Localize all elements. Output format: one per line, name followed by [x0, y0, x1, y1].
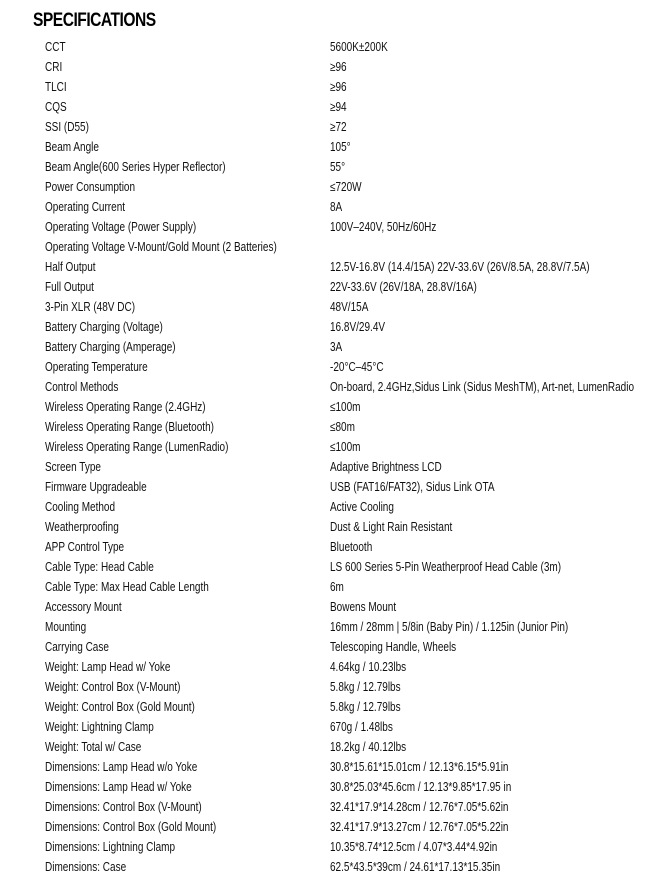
spec-value: 32.41*17.9*13.27cm / 12.76*7.05*5.22in	[330, 820, 509, 834]
spec-label: Cooling Method	[45, 500, 116, 514]
spec-row	[0, 377, 666, 397]
spec-label: Firmware Upgradeable	[45, 480, 147, 494]
spec-label: Dimensions: Case	[45, 860, 127, 874]
spec-value: Telescoping Handle, Wheels	[330, 640, 457, 654]
spec-value: 55°	[330, 160, 346, 174]
spec-row	[0, 517, 666, 537]
spec-value: 18.2kg / 40.12lbs	[330, 740, 407, 754]
spec-row	[0, 457, 666, 477]
spec-label: Weight: Lamp Head w/ Yoke	[45, 660, 171, 674]
spec-value: Active Cooling	[330, 500, 394, 514]
spec-value: 8A	[330, 200, 343, 214]
spec-value: ≥96	[330, 80, 347, 94]
spec-label: Beam Angle	[45, 140, 99, 154]
spec-label: 3-Pin XLR (48V DC)	[45, 300, 136, 314]
spec-row	[0, 537, 666, 557]
spec-row	[0, 817, 666, 837]
spec-row	[0, 77, 666, 97]
spec-label: Dimensions: Lamp Head w/ Yoke	[45, 780, 192, 794]
spec-row	[0, 277, 666, 297]
spec-value: ≤80m	[330, 420, 355, 434]
spec-row	[0, 757, 666, 777]
spec-value: 100V–240V, 50Hz/60Hz	[330, 220, 437, 234]
spec-label: Dimensions: Control Box (V-Mount)	[45, 800, 202, 814]
spec-row	[0, 357, 666, 377]
spec-value: ≤100m	[330, 440, 361, 454]
spec-row	[0, 697, 666, 717]
spec-label: APP Control Type	[45, 540, 125, 554]
spec-row	[0, 197, 666, 217]
spec-label: CRI	[45, 60, 63, 74]
spec-label: Beam Angle(600 Series Hyper Reflector)	[45, 160, 226, 174]
spec-value: LS 600 Series 5-Pin Weatherproof Head Cable (3m)	[330, 560, 562, 574]
spec-value: ≤720W	[330, 180, 362, 194]
spec-label: Wireless Operating Range (Bluetooth)	[45, 420, 214, 434]
spec-label: Operating Voltage (Power Supply)	[45, 220, 197, 234]
spec-value: ≥94	[330, 100, 347, 114]
spec-label: Dimensions: Lamp Head w/o Yoke	[45, 760, 198, 774]
spec-label: Weight: Control Box (Gold Mount)	[45, 700, 195, 714]
spec-row	[0, 777, 666, 797]
spec-label: Wireless Operating Range (2.4GHz)	[45, 400, 206, 414]
spec-row	[0, 317, 666, 337]
spec-value: Bluetooth	[330, 540, 373, 554]
spec-value: 5.8kg / 12.79lbs	[330, 700, 401, 714]
spec-label: Full Output	[45, 280, 94, 294]
spec-value: 5.8kg / 12.79lbs	[330, 680, 401, 694]
spec-row	[0, 137, 666, 157]
spec-value: ≥96	[330, 60, 347, 74]
spec-row	[0, 117, 666, 137]
spec-label: SSI (D55)	[45, 120, 89, 134]
spec-label: Operating Temperature	[45, 360, 148, 374]
spec-value: 32.41*17.9*14.28cm / 12.76*7.05*5.62in	[330, 800, 509, 814]
spec-row	[0, 637, 666, 657]
spec-label: Cable Type: Max Head Cable Length	[45, 580, 209, 594]
spec-table	[0, 37, 666, 877]
spec-value: 4.64kg / 10.23lbs	[330, 660, 407, 674]
spec-row	[0, 677, 666, 697]
spec-value: 16.8V/29.4V	[330, 320, 386, 334]
spec-value: ≥72	[330, 120, 347, 134]
spec-value: Dust & Light Rain Resistant	[330, 520, 453, 534]
spec-value: 6m	[330, 580, 344, 594]
spec-value: USB (FAT16/FAT32), Sidus Link OTA	[330, 480, 495, 494]
spec-value: -20°C–45°C	[330, 360, 384, 374]
spec-label: Dimensions: Control Box (Gold Mount)	[45, 820, 217, 834]
spec-row	[0, 717, 666, 737]
spec-label: Accessory Mount	[45, 600, 122, 614]
spec-row	[0, 557, 666, 577]
spec-label: Carrying Case	[45, 640, 109, 654]
spec-row	[0, 397, 666, 417]
spec-row	[0, 217, 666, 237]
spec-value: Adaptive Brightness LCD	[330, 460, 442, 474]
spec-row	[0, 97, 666, 117]
spec-value: 48V/15A	[330, 300, 369, 314]
spec-label: Battery Charging (Amperage)	[45, 340, 176, 354]
spec-value: 62.5*43.5*39cm / 24.61*17.13*15.35in	[330, 860, 501, 874]
spec-label: CCT	[45, 40, 66, 54]
spec-value: 5600K±200K	[330, 40, 388, 54]
spec-value: 3A	[330, 340, 343, 354]
spec-row	[0, 37, 666, 57]
spec-row	[0, 617, 666, 637]
spec-value: 30.8*25.03*45.6cm / 12.13*9.85*17.95 in	[330, 780, 512, 794]
spec-value: Bowens Mount	[330, 600, 397, 614]
spec-label: CQS	[45, 100, 67, 114]
spec-value: 22V-33.6V (26V/18A, 28.8V/16A)	[330, 280, 477, 294]
spec-row	[0, 797, 666, 817]
spec-row	[0, 157, 666, 177]
spec-row	[0, 597, 666, 617]
spec-label: Dimensions: Lightning Clamp	[45, 840, 176, 854]
spec-row	[0, 657, 666, 677]
spec-row	[0, 577, 666, 597]
spec-label: Weight: Control Box (V-Mount)	[45, 680, 181, 694]
spec-label: Weight: Total w/ Case	[45, 740, 142, 754]
spec-row	[0, 837, 666, 857]
spec-row	[0, 297, 666, 317]
spec-label: Operating Voltage V-Mount/Gold Mount (2 Batteries)	[45, 240, 277, 254]
spec-label: Operating Current	[45, 200, 126, 214]
spec-row	[0, 497, 666, 517]
page-title: SPECIFICATIONS	[33, 10, 156, 31]
spec-row	[0, 737, 666, 757]
spec-label: Control Methods	[45, 380, 119, 394]
spec-label: Weatherproofing	[45, 520, 119, 534]
spec-value: 12.5V-16.8V (14.4/15A) 22V-33.6V (26V/8.5A, 28.8V/7.5A)	[330, 260, 590, 274]
spec-label: Cable Type: Head Cable	[45, 560, 154, 574]
spec-label: Battery Charging (Voltage)	[45, 320, 163, 334]
spec-value: 670g / 1.48lbs	[330, 720, 393, 734]
spec-value: 105°	[330, 140, 351, 154]
spec-value: 16mm / 28mm | 5/8in (Baby Pin) / 1.125in (Junior Pin)	[330, 620, 569, 634]
spec-label: Mounting	[45, 620, 87, 634]
spec-value: ≤100m	[330, 400, 361, 414]
spec-row	[0, 437, 666, 457]
spec-row	[0, 417, 666, 437]
spec-row	[0, 57, 666, 77]
spec-label: Power Consumption	[45, 180, 136, 194]
spec-row	[0, 477, 666, 497]
spec-row	[0, 337, 666, 357]
spec-label: Half Output	[45, 260, 96, 274]
spec-row	[0, 237, 666, 257]
spec-value: 30.8*15.61*15.01cm / 12.13*6.15*5.91in	[330, 760, 509, 774]
spec-label: Weight: Lightning Clamp	[45, 720, 154, 734]
spec-row	[0, 177, 666, 197]
spec-label: TLCI	[45, 80, 67, 94]
spec-label: Wireless Operating Range (LumenRadio)	[45, 440, 229, 454]
spec-row	[0, 257, 666, 277]
spec-value: On-board, 2.4GHz,Sidus Link (Sidus MeshTM), Art-net, LumenRadio	[330, 380, 635, 394]
spec-row	[0, 857, 666, 877]
spec-label: Screen Type	[45, 460, 101, 474]
spec-value: 10.35*8.74*12.5cm / 4.07*3.44*4.92in	[330, 840, 498, 854]
